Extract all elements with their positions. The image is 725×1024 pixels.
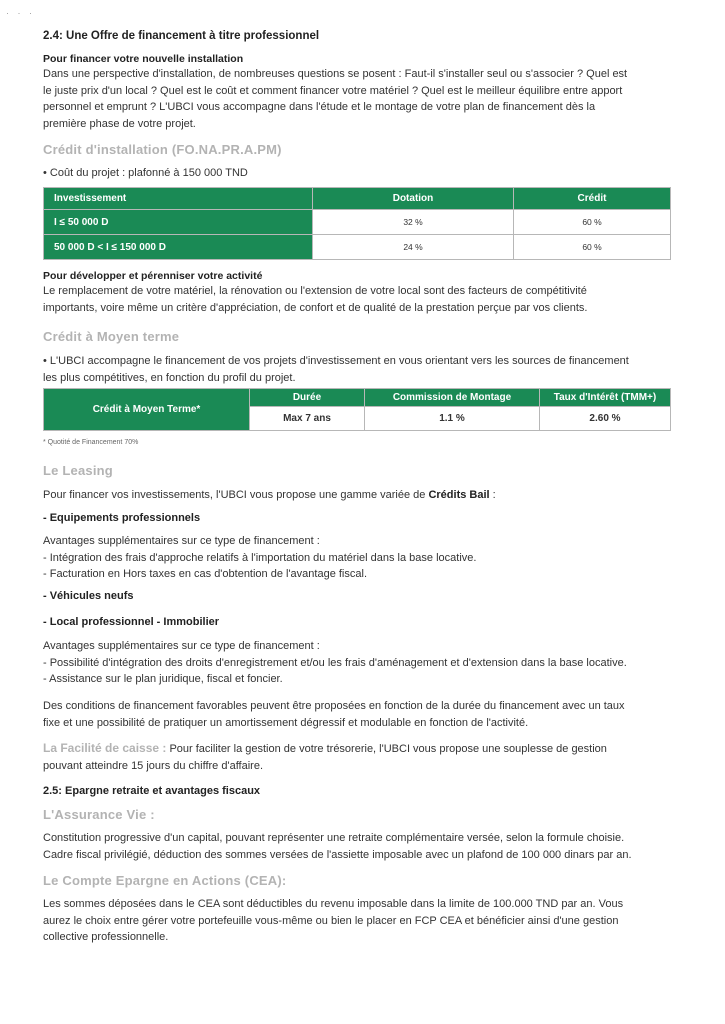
heading-leasing: Le Leasing: [43, 463, 113, 478]
text-line: Le remplacement de votre matériel, la rénovation ou l'extension de votre local sont des facteurs de compétitivité: [43, 285, 587, 297]
text-line: importants, voire même un critère d'appréciation, de confort et de qualité de la prestation perçue par vos clients.: [43, 301, 588, 314]
text-line: pouvant atteindre 15 jours du chiffre d'affaire.: [43, 759, 264, 772]
section-title-2-5: 2.5: Epargne retraite et avantages fiscaux: [43, 785, 261, 797]
table-header-credit: Crédit: [514, 188, 671, 210]
table-row-label: 50 000 D < I ≤ 150 000 D: [44, 235, 313, 260]
text-line: Cadre fiscal privilégié, déduction des sommes versées de l'assiette imposable avec un plafond de 100 000 dinars par an.: [43, 848, 632, 861]
table-header-taux: Taux d'Intérêt (TMM+): [540, 389, 671, 407]
text-line: Des conditions de financement favorables peuvent être proposées en fonction de la durée du financement avec un taux: [43, 700, 625, 712]
table-row-label: I ≤ 50 000 D: [44, 210, 313, 235]
text-line: Avantages supplémentaires sur ce type de financement :: [43, 640, 320, 652]
table-cell-commission: 1.1 %: [365, 407, 540, 431]
heading-developper: Pour développer et pérenniser votre activité: [43, 270, 263, 282]
text-line: Dans une perspective d'installation, de nombreuses questions se posent : Faut-il s'installer seul ou s'associer ? Quel est: [43, 68, 628, 80]
heading-cea: Le Compte Epargne en Actions (CEA):: [43, 873, 287, 888]
paragraph-leasing-intro: [43, 487, 691, 504]
table-row: [44, 210, 671, 235]
text-line: première phase de votre projet.: [43, 117, 196, 130]
paragraph-credit-moyen-terme: [43, 353, 691, 386]
text-bold: Crédits Bail: [428, 489, 490, 501]
table-credit-installation: [43, 187, 671, 260]
table-row-label: Crédit à Moyen Terme*: [44, 389, 250, 431]
table-header-investissement: Investissement: [44, 188, 313, 210]
heading-assurance-vie: L'Assurance Vie :: [43, 807, 155, 822]
table-row: [44, 235, 671, 260]
heading-local: - Local professionnel - Immobilier: [43, 616, 220, 628]
list-item: - Facturation en Hors taxes en cas d'obtention de l'avantage fiscal.: [43, 568, 367, 580]
text-line: Les sommes déposées dans le CEA sont déductibles du revenu imposable dans la limite de 100.000 TND par an. Vous: [43, 898, 624, 910]
heading-nouvelle-installation: Pour financer votre nouvelle installation: [43, 53, 244, 65]
paragraph-assurance-vie: [43, 830, 691, 863]
text-line: personnel et emprunt ? L'UBCI vous accompagne dans l'étude et le montage de votre plan de financement dès la: [43, 101, 596, 113]
text-line: Constitution progressive d'un capital, pouvant représenter une retraite complémentaire versée, selon la formule choisie.: [43, 832, 625, 844]
text-span: :: [489, 489, 496, 501]
table-header-duree: Durée: [250, 389, 365, 407]
text-line: collective professionnelle.: [43, 931, 169, 943]
paragraph-developper: [43, 283, 691, 316]
table-cell-dotation: 32 %: [313, 210, 514, 235]
table-cell-credit: 60 %: [514, 235, 671, 260]
bullet-cout-projet: • Coût du projet : plafonné à 150 000 TND: [43, 167, 248, 179]
paragraph-equipements: [43, 533, 691, 583]
text-span: Pour faciliter la gestion de votre trésorerie, l'UBCI vous propose une souplesse de gestion: [166, 743, 607, 755]
paragraph-cea: [43, 896, 691, 946]
heading-equipements: - Equipements professionnels: [43, 512, 201, 524]
scan-marks: · · ·: [6, 8, 35, 18]
heading-facilite: La Facilité de caisse :: [43, 741, 167, 755]
text-line: Avantages supplémentaires sur ce type de financement :: [43, 535, 320, 547]
heading-credit-installation: Crédit d'installation (FO.NA.PR.A.PM): [43, 142, 282, 157]
paragraph-conditions: [43, 698, 691, 731]
table-credit-moyen-terme: [43, 388, 671, 431]
footnote-quotite: * Quotité de Financement 70%: [43, 439, 139, 446]
table-header-commission: Commission de Montage: [365, 389, 540, 407]
section-title-2-4: 2.4: Une Offre de financement à titre professionnel: [43, 30, 320, 42]
table-cell-duree: Max 7 ans: [250, 407, 365, 431]
list-item: - Possibilité d'intégration des droits d'enregistrement et/ou les frais d'aménagement et d'extension dans la base locative.: [43, 656, 627, 669]
heading-credit-moyen-terme: Crédit à Moyen terme: [43, 329, 180, 344]
text-line: • L'UBCI accompagne le financement de vos projets d'investissement en vous orientant vers les sources de financement: [43, 355, 629, 367]
text-line: aurez le choix entre gérer votre portefeuille vous-même ou bien le placer en FCP CEA et bénéficier ainsi d'une gestion: [43, 914, 619, 927]
list-item: - Intégration des frais d'approche relatifs à l'importation du matériel dans la base locative.: [43, 551, 477, 564]
text-line: les plus compétitives, en fonction du profil du projet.: [43, 371, 296, 384]
paragraph-nouvelle-installation: [43, 66, 691, 132]
text-line: fixe et une possibilité de pratiquer un amortissement dégressif et modulable en fonction de l'activité.: [43, 716, 529, 729]
table-cell-taux: 2.60 %: [540, 407, 671, 431]
list-item: - Assistance sur le plan juridique, fiscal et foncier.: [43, 673, 283, 685]
table-header-dotation: Dotation: [313, 188, 514, 210]
paragraph-local: [43, 638, 691, 688]
text-line: le juste prix d'un local ? Quel est le coût et comment financer votre matériel ? Quel est le meilleur équilibre entre apport: [43, 84, 623, 97]
table-cell-credit: 60 %: [514, 210, 671, 235]
table-cell-dotation: 24 %: [313, 235, 514, 260]
heading-vehicules: - Véhicules neufs: [43, 590, 134, 602]
paragraph-facilite: [43, 740, 691, 774]
text-span: Pour financer vos investissements, l'UBCI vous propose une gamme variée de: [43, 489, 429, 501]
